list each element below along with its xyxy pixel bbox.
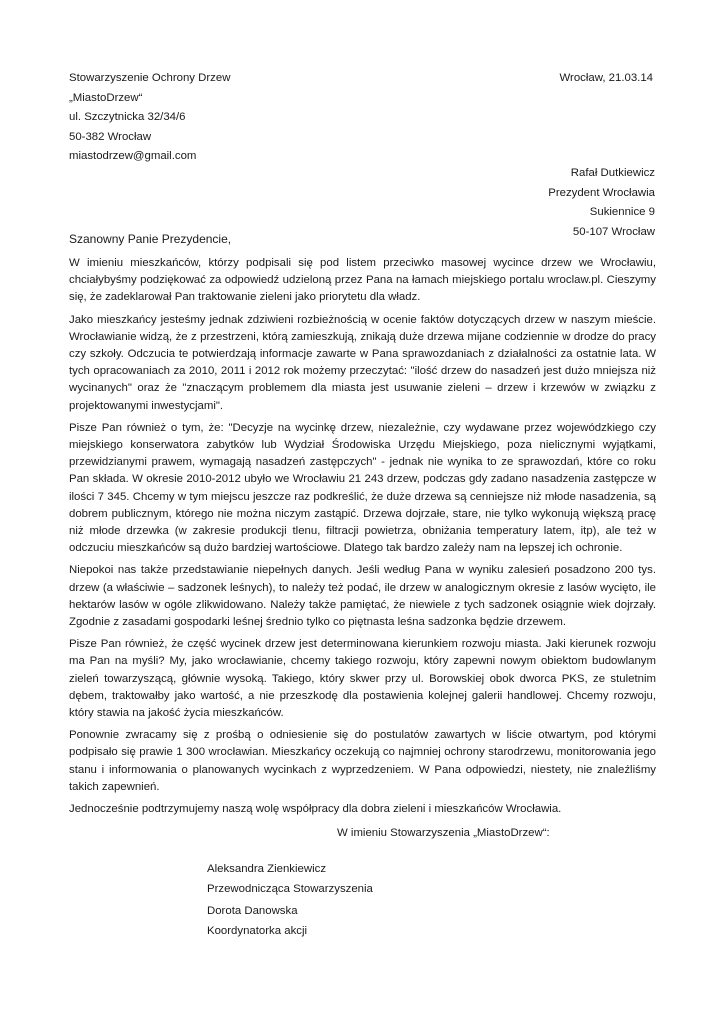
body-paragraph: Jednocześnie podtrzymujemy naszą wolę współpracy dla dobra zieleni i mieszkańców Wrocławia. xyxy=(69,803,562,816)
sender-block xyxy=(69,69,230,167)
letter-date: Wrocław, 21.03.14 xyxy=(559,72,653,84)
sender-city: 50-382 Wrocław xyxy=(69,130,152,143)
recipient-street: Sukiennice 9 xyxy=(589,206,655,218)
recipient-block xyxy=(548,164,655,242)
signatory-name: Aleksandra Zienkiewicz xyxy=(207,863,327,875)
recipient-name: Rafał Dutkiewicz xyxy=(570,167,655,179)
body-paragraph: Pisze Pan również, że część wycinek drzew jest determinowana kierunkiem rozwoju miasta. Jaki kierunek rozwoju ma Pan na myśli? My, jako wrocławianie, chcemy takiego rozwoju, który zapewni nowym obiektom budowlanym zieleń towarzyszącą, głównie wysoką. Takiego, który skwer przy ul. Borowskiej obok dworca PKS, ze stuletnim dębem, traktowałby jako wartość, a nie przeszkodę dla postawienia kolejnej galerii handlowej. Chcemy rozwoju, który stawia na jakość życia mieszkańców. xyxy=(69,638,656,720)
body-paragraph: Jako mieszkańcy jesteśmy jednak zdziwieni rozbieżnością w ocenie faktów dotyczących drzew w naszym mieście. Wrocławianie widzą, że z przestrzeni, którą zamieszkują, znikają duże drzewa mijane codziennie w drodze do pracy czy szkoły. Odczucia te potwierdzają informacje zawarte w Pana sprawozdaniach z działalności za ostatnie lata. W tych opracowaniach za 2010, 2011 i 2012 rok możemy przeczytać: "ilość drzew do nasadzeń jest dużo mniejsza niż wycinanych" oraz że "znaczącym problemem dla miasta jest usuwanie zieleni – drzew i krzewów w związku z projektowanymi inwestycjami". xyxy=(69,313,656,412)
body-paragraph: Pisze Pan również o tym, że: "Decyzje na wycinkę drzew, niezależnie, czy wydawane przez wojewódzkiego czy miejskiego konserwatora zabytków lub Wydział Środowiska Urzędu Miejskiego, poza nielicznymi wyjątkami, przewidzianymi prawem, wymagają nasadzeń zastępczych" - jednak nie wynika to ze sprawozdań, które co roku Pan składa. W okresie 2010-2012 ubyło we Wrocławiu 21 243 drzew, podczas gdy zadano nasadzenia zastępcze w ilości 7 345. Chcemy w tym miejscu jeszcze raz podkreślić, że duże drzewa są cenniejsze niż młode nasadzenia, są dobrem publicznym, którego nie można niczym zastąpić. Drzewa dojrzałe, stare, nie tylko wykonują większą pracę niż młode drzewka (w zakresie produkcji tlenu, filtracji powietrza, obniżania temperatury latem, itp), ale też w odczuciu mieszkańców są dużo bardziej wartościowe. Dlatego tak bardzo zależy nam na lepszej ich ochronie. xyxy=(69,421,656,555)
recipient-title: Prezydent Wrocławia xyxy=(548,186,655,199)
signatory xyxy=(207,902,307,941)
body-paragraph: Ponownie zwracamy się z prośbą o odniesienie się do postulatów zawartych w liście otwartym, pod którymi podpisało się prawie 1 300 wrocławian. Mieszkańcy oczekują co najmniej ochrony starodrzewu, monitorowania jego stanu i informowania o planowanych wycinkach z wyprzedzeniem. W Pana odpowiedzi, niestety, nie znaleźliśmy takich zapewnień. xyxy=(69,729,656,793)
sender-org-name: Stowarzyszenie Ochrony Drzew xyxy=(69,72,231,84)
recipient-city: 50-107 Wrocław xyxy=(572,225,655,238)
signatory xyxy=(207,860,373,899)
sender-street: ul. Szczytnicka 32/34/6 xyxy=(69,111,186,123)
letter-body xyxy=(69,255,656,823)
signatory-role: Koordynatorka akcji xyxy=(207,924,308,937)
signatory-role: Przewodnicząca Stowarzyszenia xyxy=(207,882,373,895)
closing-line: W imieniu Stowarzyszenia „MiastoDrzew“: xyxy=(337,827,550,839)
signatory-name: Dorota Danowska xyxy=(207,905,298,917)
greeting: Szanowny Panie Prezydencie, xyxy=(69,232,232,246)
sender-org-alias: „MiastoDrzew“ xyxy=(69,91,143,104)
body-paragraph: W imieniu mieszkańców, którzy podpisali się pod listem przeciwko masowej wycince drzew we Wrocławiu, chciałybyśmy podziękować za odpowiedź udzieloną przez Pana na łamach miejskiego portalu wroclaw.pl. Cieszymy się, że zadeklarował Pan traktowanie zieleni jako priorytetu dla władz. xyxy=(69,257,656,304)
body-paragraph: Niepokoi nas także przedstawianie niepełnych danych. Jeśli według Pana w wyniku zalesień posadzono 200 tys. drzew (a właściwie – sadzonek leśnych), to należy też podać, ile drzew w analogicznym okresie z lasów wycięto, ile hektarów lasów w ogóle zlikwidowano. Należy także pamiętać, że niewiele z tych sadzonek osiągnie wiek dojrzały. Zgodnie z zasadami gospodarki leśnej średnio tylko co piętnasta leśna sadzonka będzie drzewem. xyxy=(69,564,656,629)
sender-email: miastodrzew@gmail.com xyxy=(69,150,197,162)
